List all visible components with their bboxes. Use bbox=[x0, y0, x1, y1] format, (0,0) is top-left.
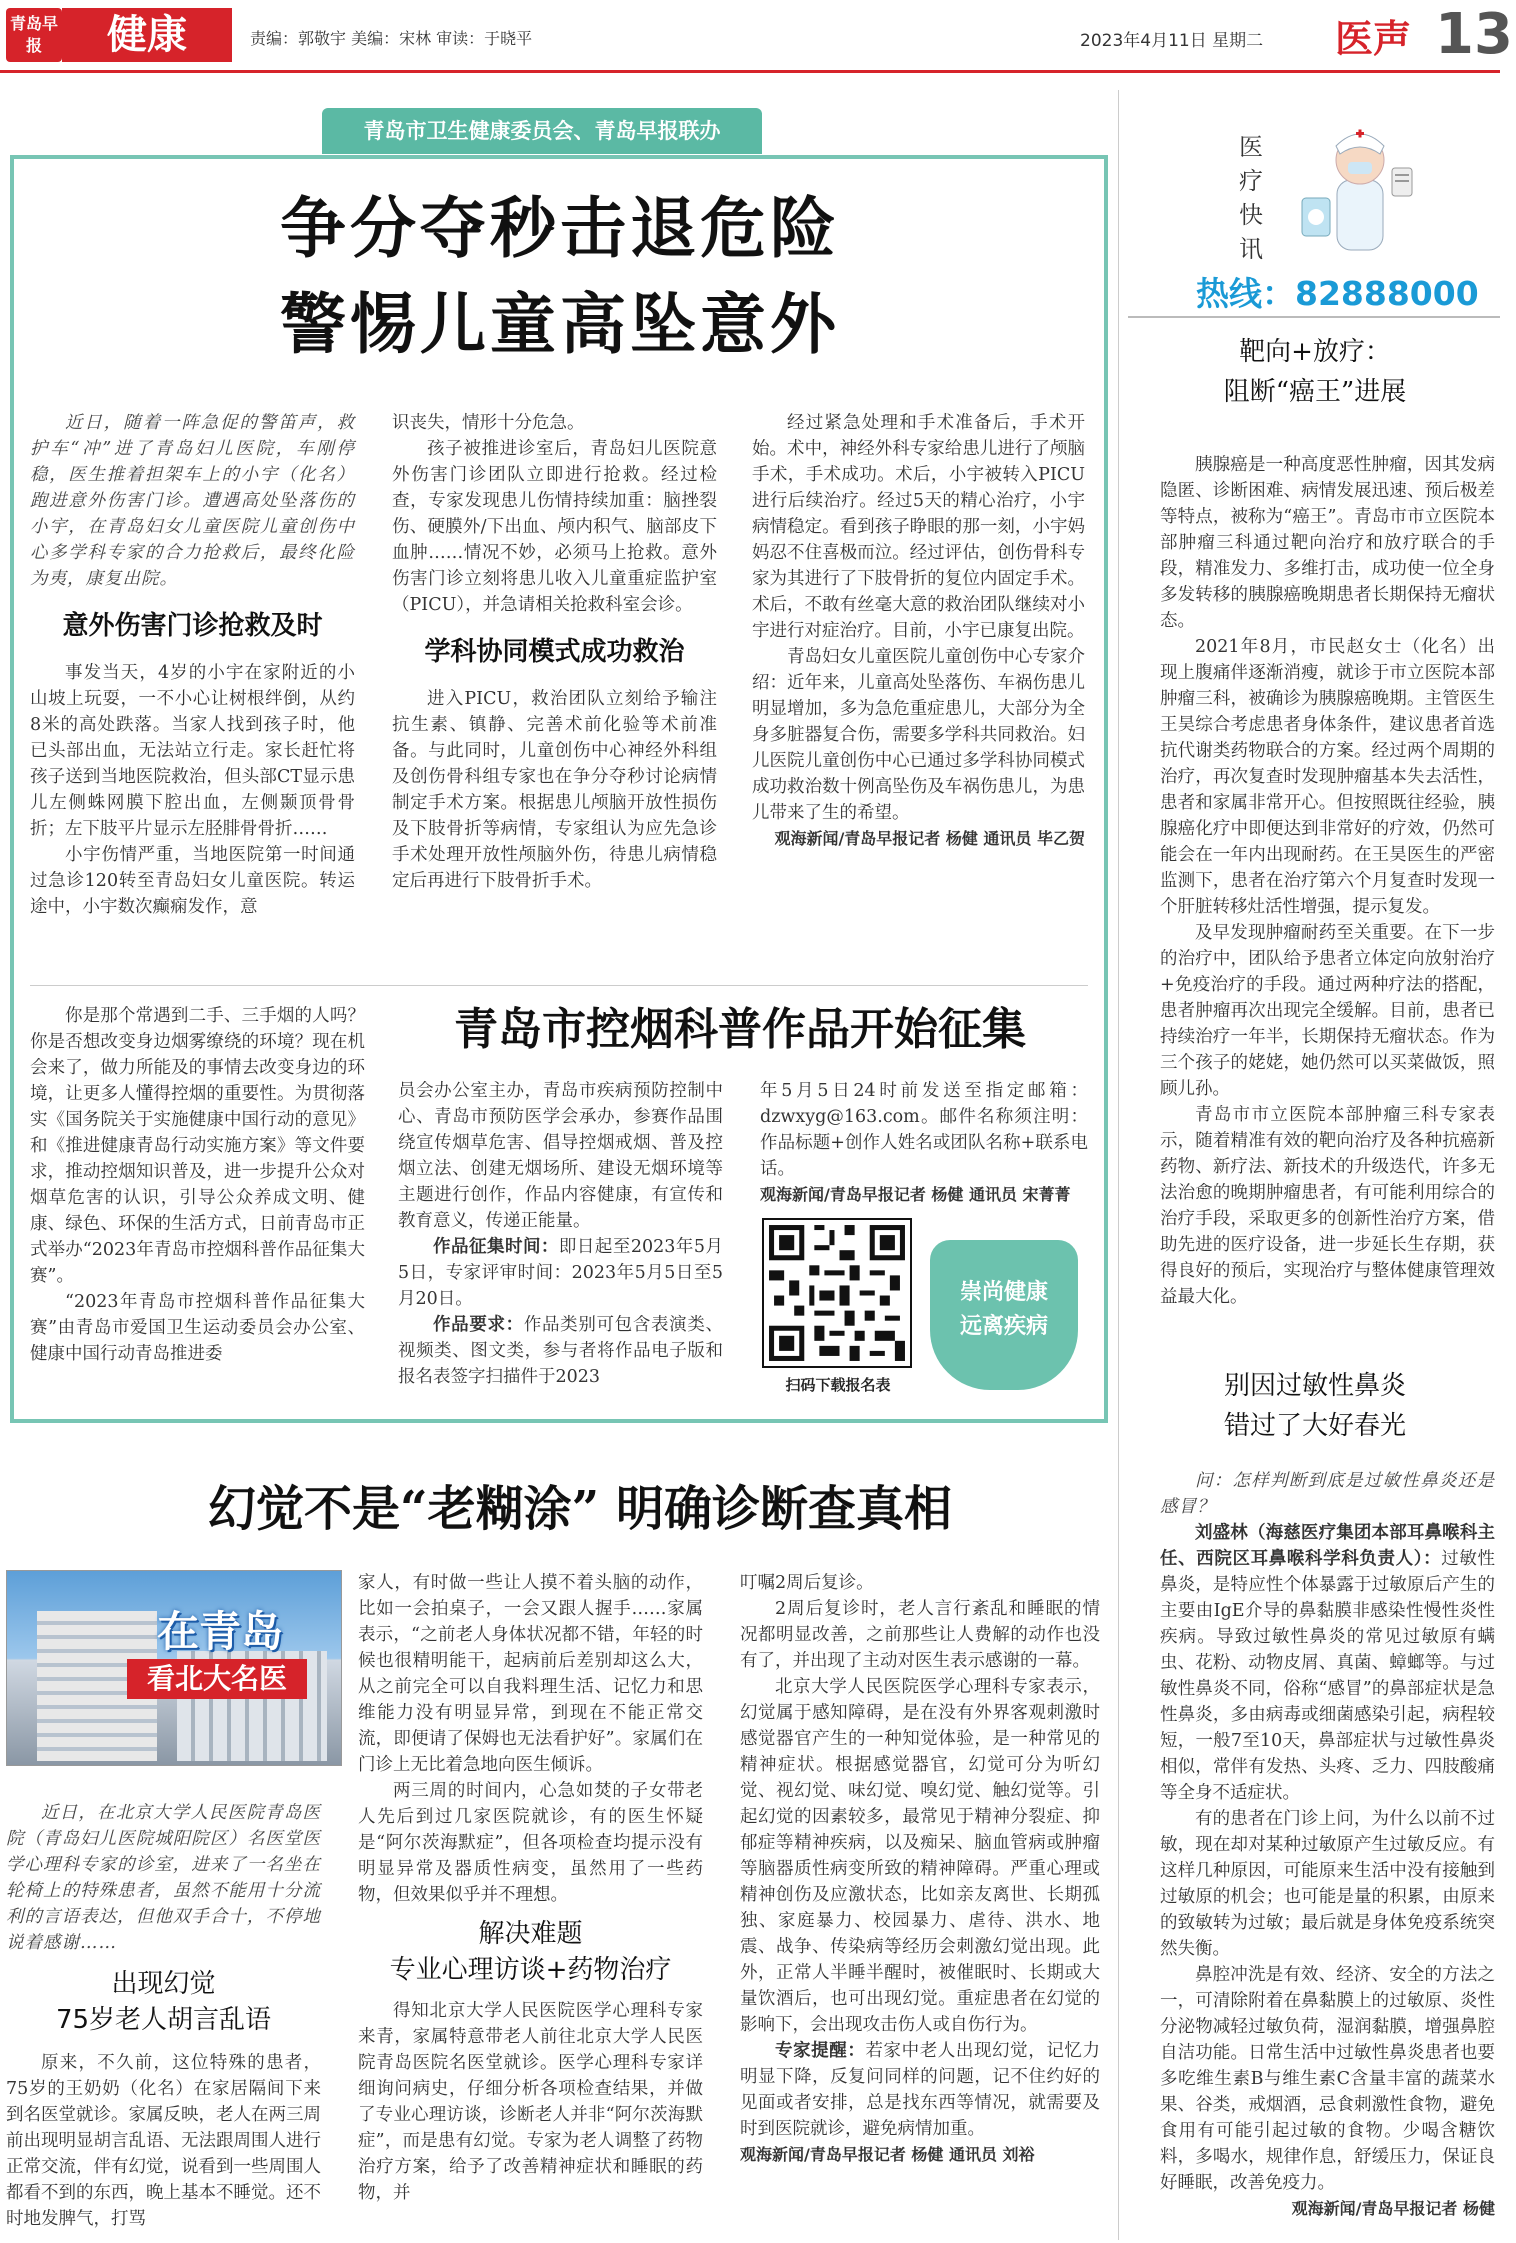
paragraph: 员会办公室主办，青岛市疾病预防控制中心、青岛市预防医学会承办，参赛作品围绕宣传烟草危害、倡导控烟戒烟、普及控烟立法、创建无烟场所、建设无烟环境等主题进行创作，作品内容健康，有宣传和教育意义，传递正能量。 bbox=[398, 1081, 723, 1231]
sidebar-article2-body bbox=[1160, 1468, 1495, 2240]
column-divider bbox=[1118, 90, 1119, 2240]
paragraph: 2021年8月，市民赵女士（化名）出现上腹痛伴逐渐消瘦，就诊于市立医院本部肿瘤三科，被确诊为胰腺癌晚期。主管医生王昊综合考虑患者身体条件，建议患者首选抗代谢类药物联合的方案。经过两个周期的治疗，再次复查时发现肿瘤基本失去活性，患者和家属非常开心。但按照既往经验，胰腺癌化疗中即便达到非常好的疗效，仍然可能会在一年内出现耐药。在王昊医生的严密监测下，患者在治疗第六个月复查时发现一个肝脏转移灶活性增强，提示复发。 bbox=[1160, 637, 1495, 917]
text: 即日起至2023年5月5日，专家评审时间：2023年5月5日至5月20日。 bbox=[398, 1237, 724, 1309]
hallucination-subhead-2 bbox=[358, 1916, 703, 1988]
hallucination-subhead-1 bbox=[6, 1966, 321, 2038]
qr-caption: 扫码下载报名表 bbox=[785, 1376, 891, 1394]
label: 作品要求： bbox=[433, 1315, 524, 1335]
feature-column-2 bbox=[392, 410, 717, 950]
feature-headline bbox=[120, 180, 1000, 372]
sidebar-byline: 观海新闻/青岛早报记者 杨健 bbox=[1291, 2199, 1495, 2218]
label: 作品征集时间： bbox=[433, 1237, 559, 1257]
title-line: 专业心理访谈+药物治疗 bbox=[389, 1955, 672, 1985]
hotline: 热线：82888000 bbox=[1196, 274, 1479, 313]
title-line: 75岁老人胡言乱语 bbox=[55, 2005, 272, 2035]
page-number: 13 bbox=[1435, 2, 1513, 67]
text: 作品类别可包含表演类、视频类、图文类，参与者将作品电子版和报名表签字扫描件于2023 bbox=[398, 1315, 724, 1387]
title-line: 解决难题 bbox=[478, 1919, 583, 1949]
paragraph: 青岛妇女儿童医院儿童创伤中心专家介绍：近年来，儿童高处坠落伤、车祸伤患儿明显增加，多为急危重症患儿，大部分为全身多脏器复合伤，需要多学科共同救治。妇儿医院儿童创伤中心已通过多学科协同模式成功救治数十例高坠伤及车祸伤患儿，为患儿带来了生的希望。 bbox=[752, 647, 1085, 823]
hallucination-column-1 bbox=[6, 1800, 321, 2240]
paragraph: 叮嘱2周后复诊。 bbox=[740, 1573, 874, 1593]
paragraph: 及早发现肿瘤耐药至关重要。在下一步的治疗中，团队给予患者立体定向放射治疗+免疫治疗的手段。通过两种疗法的搭配，患者肿瘤再次出现完全缓解。目前，患者已持续治疗一年半，长期保持无瘤状态。作为三个孩子的姥姥，她仍然可以买菜做饭，照顾儿孙。 bbox=[1160, 923, 1495, 1099]
paragraph bbox=[398, 1234, 723, 1312]
paragraph bbox=[398, 1312, 723, 1390]
sidebar-vertical-title: 医疗快讯 bbox=[1239, 133, 1263, 263]
slogan-line2: 远离疾病 bbox=[959, 1314, 1048, 1339]
feature-headline-line1: 争分夺秒击退危险 bbox=[280, 189, 840, 267]
paragraph: 小宇伤情严重，当地医院第一时间通过急诊120转至青岛妇女儿童医院。转运途中，小宇数次癫痫发作，意 bbox=[30, 845, 355, 917]
tobacco-column-1 bbox=[30, 1003, 365, 1398]
sidebar-article1-body bbox=[1160, 452, 1495, 1332]
title-line: 出现幻觉 bbox=[111, 1969, 216, 1999]
editor-credits: 责编：郭敬宇 美编：宋林 审读：于晓平 bbox=[250, 29, 533, 48]
paragraph: 有的患者在门诊上问，为什么以前不过敏，现在却对某种过敏原产生过敏反应。有这样几种原因，可能原来生活中没有接触到过敏原的机会；也可能是量的积累，由原来的致敏转为过敏；最后就是身体免疫系统突然失衡。 bbox=[1160, 1809, 1495, 1959]
paragraph: 进入PICU，救治团队立刻给予输注抗生素、镇静、完善术前化验等术前准备。与此同时，儿童创伤中心神经外科组及创伤骨科组专家也在争分夺秒讨论病情制定手术方案。根据患儿颅脑开放性损伤及下肢骨折等病情，专家组认为应先急诊手术处理开放性颅脑外伤，待患儿病情稳定后再进行下肢骨折手术。 bbox=[392, 689, 717, 891]
sidebar-article2-title bbox=[1140, 1366, 1490, 1446]
newspaper-logo: 青岛早报 bbox=[6, 8, 62, 62]
title-line: 靶向+放疗： bbox=[1239, 337, 1391, 367]
hallucination-column-3 bbox=[740, 1570, 1100, 2240]
paragraph: 你是那个常遇到二手、三手烟的人吗？你是否想改变身边烟雾缭绕的环境？现在机会来了，做力所能及的事情去改变身边的环境，让更多人懂得控烟的重要性。为贯彻落实《国务院关于实施健康中国行动的意见》和《推进健康青岛行动实施方案》等文件要求，推动控烟知识普及，进一步提升公众对烟草危害的认识，引导公众养成文明、健康、绿色、环保的生活方式，日前青岛市正式举办“2023年青岛市控烟科普作品征集大赛”。 bbox=[30, 1006, 365, 1286]
feature-column-3 bbox=[752, 410, 1085, 960]
paragraph: 原来，不久前，这位特殊的患者，75岁的王奶奶（化名）在家居隔间下来到名医堂就诊。家属反映，老人在两三周前出现明显胡言乱语、无法跟周围人进行正常交流，伴有幻觉，说看到一些周围人都看不到的东西，晚上基本不睡觉。还不时地发脾气，打骂 bbox=[6, 2053, 321, 2229]
header-divider bbox=[0, 70, 1500, 73]
paragraph: 年5月5日24时前发送至指定邮箱：dzwxyg@163.com。邮件名称须注明：作品标题+创作人姓名或团队名称+联系电话。 bbox=[760, 1081, 1088, 1179]
text: 过敏性鼻炎，是特应性个体暴露于过敏原后产生的主要由IgE介导的鼻黏膜非感染性慢性炎性疾病。导致过敏性鼻炎的常见过敏原有螨虫、花粉、动物皮屑、真菌、蟑螂等。与过敏性鼻炎不同，俗称“感冒”的鼻部症状是急性鼻炎，多由病毒或细菌感染引起，病程较短，一般7至10天，鼻部症状与过敏性鼻炎相似，常伴有发热、头疼、乏力、四肢酸痛等全身不适症状。 bbox=[1160, 1549, 1495, 1803]
label: 专家提醒： bbox=[775, 2041, 866, 2061]
tobacco-column-2 bbox=[398, 1078, 723, 1398]
sidebar-article1-title bbox=[1140, 332, 1490, 412]
feature-column-1 bbox=[30, 410, 355, 950]
hallucination-lead: 近日，在北京大学人民医院青岛医院（青岛妇儿医院城阳院区）名医堂医学心理科专家的诊室，进来了一名坐在轮椅上的特殊患者，虽然不能用十分流利的言语表达，但他双手合十，不停地说着感谢…… bbox=[6, 1803, 321, 1953]
title-line: 错过了大好春光 bbox=[1223, 1411, 1406, 1441]
paragraph: 家人，有时做一些让人摸不着头脑的动作，比如一会拍桌子，一会又跟人握手……家属表示，“之前老人身体状况都不错，年轻的时候也很精明能干，起病前后差别却这么大，从之前完全可以自我料理生活、记忆力和思维能力没有明显异常，到现在不能正常交流，即便请了保姆也无法看护好”。家属们在门诊上无比着急地向医生倾诉。 bbox=[358, 1573, 703, 1775]
feature-subhead-1: 意外伤害门诊抢救及时 bbox=[62, 611, 323, 641]
paragraph: 鼻腔冲洗是有效、经济、安全的方法之一，可清除附着在鼻黏膜上的过敏原、炎性分泌物减轻过敏负荷，湿润黏膜，增强鼻腔自洁功能。日常生活中过敏性鼻炎患者也要多吃维生素B与维生素C含量丰富的蔬菜水果、谷类，戒烟酒，忌食刺激性食物，避免食用有可能引起过敏的食物。少喝含糖饮料，多喝水，规律作息，舒缓压力，保证良好睡眠，改善免疫力。 bbox=[1160, 1965, 1495, 2193]
answerer: 刘盛林（海慈医疗集团本部耳鼻喉科主任、西院区耳鼻喉科学科负责人）： bbox=[1160, 1523, 1495, 1569]
section-divider bbox=[30, 985, 1088, 986]
photo-subtitle: 看北大名医 bbox=[127, 1659, 307, 1699]
feature-lead: 近日，随着一阵急促的警笛声，救护车“冲”进了青岛妇儿医院，车刚停稳，医生推着担架车上的小宇（化名）跑进意外伤害门诊。遭遇高处坠落伤的小宇，在青岛妇女儿童医院儿童创伤中心多学科专家的合力抢救后，最终化险为夷，康复出院。 bbox=[30, 413, 355, 589]
paragraph: 青岛市市立医院本部肿瘤三科专家表示，随着精准有效的靶向治疗及各种抗癌新药物、新疗法、新技术的升级迭代，许多无法治愈的晚期肿瘤患者，有可能利用综合的治疗手段，采取更多的创新性治疗方案，借助先进的医疗设备，进一步延长生存期，获得良好的预后，实现治疗与整体健康管理效益最大化。 bbox=[1160, 1105, 1495, 1307]
sidebar-divider bbox=[1128, 316, 1500, 318]
question: 问：怎样判断到底是过敏性鼻炎还是感冒？ bbox=[1160, 1471, 1495, 1517]
paragraph: 识丧失，情形十分危急。 bbox=[392, 413, 585, 433]
tobacco-headline: 青岛市控烟科普作品开始征集 bbox=[454, 1004, 1026, 1055]
hospital-photo bbox=[6, 1570, 342, 1766]
paragraph: 事发当天，4岁的小宇在家附近的小山坡上玩耍，一不小心让树根绊倒，从约8米的高处跌落。当家人找到孩子时，他已头部出血，无法站立行走。家长赶忙将孩子送到当地医院救治，但头部CT显示患儿左侧蛛网膜下腔出血，左侧颞顶骨骨折；左下肢平片显示左胫腓骨骨折…… bbox=[30, 663, 355, 839]
hallucination-column-2 bbox=[358, 1570, 703, 2240]
hallucination-byline: 观海新闻/青岛早报记者 杨健 通讯员 刘裕 bbox=[740, 2145, 1035, 2164]
issue-date: 2023年4月11日 星期二 bbox=[1080, 31, 1264, 51]
paragraph: 得知北京大学人民医院医学心理科专家来青，家属特意带老人前往北京大学人民医院青岛医院名医堂就诊。医学心理科专家详细询问病史，仔细分析各项检查结果，并做了专业心理访谈，诊断老人并非“阿尔茨海默症”，而是患有幻觉。专家为老人调整了药物治疗方案，给予了改善精神症状和睡眠的药物，并 bbox=[358, 2001, 703, 2203]
paragraph: 两三周的时间内，心急如焚的子女带老人先后到过几家医院就诊，有的医生怀疑是“阿尔茨海默症”，但各项检查均提示没有明显异常及器质性病变，虽然用了一些药物，但效果似乎并不理想。 bbox=[358, 1781, 703, 1905]
title-line: 阻断“癌王”进展 bbox=[1223, 377, 1407, 407]
text: 若家中老人出现幻觉，记忆力明显下降，反复问同样的问题，记不住约好的见面或者安排，总是找东西等情况，就需要及时到医院就诊，避免病情加重。 bbox=[740, 2041, 1101, 2139]
tobacco-byline: 观海新闻/青岛早报记者 杨健 通讯员 宋菁菁 bbox=[760, 1185, 1071, 1204]
paragraph: 胰腺癌是一种高度恶性肿瘤，因其发病隐匿、诊断困难、病情发展迅速、预后极差等特点，被称为“癌王”。青岛市市立医院本部肿瘤三科通过靶向治疗和放疗联合的手段，精准发力、多维打击，成功使一位全身多发转移的胰腺癌晚期患者长期保持无瘤状态。 bbox=[1160, 455, 1495, 631]
tobacco-column-3 bbox=[760, 1078, 1088, 1213]
slogan-badge bbox=[930, 1240, 1078, 1390]
photo-title: 在青岛 bbox=[157, 1607, 284, 1656]
feature-headline-line2: 警惕儿童高坠意外 bbox=[280, 285, 840, 363]
paragraph: 2周后复诊时，老人言行紊乱和睡眠的情况都明显改善，之前那些让人费解的动作也没有了，并出现了主动对医生表示感谢的一幕。 bbox=[740, 1599, 1100, 1671]
column-name: 医声 bbox=[1335, 17, 1412, 61]
section-title: 健康 bbox=[62, 8, 232, 62]
nurse-illustration-icon bbox=[1282, 118, 1432, 268]
hallucination-headline: 幻觉不是“老糊涂” 明确诊断查真相 bbox=[208, 1481, 952, 1537]
qr-code-icon bbox=[764, 1220, 910, 1366]
title-line: 别因过敏性鼻炎 bbox=[1223, 1371, 1406, 1401]
paragraph bbox=[740, 2038, 1100, 2142]
paragraph: 孩子被推进诊室后，青岛妇儿医院意外伤害门诊团队立即进行抢救。经过检查，专家发现患儿伤情持续加重：脑挫裂伤、硬膜外/下出血、颅内积气、脑部皮下血肿……情况不妙，必须马上抢救。意外伤害门诊立刻将患儿收入儿童重症监护室（PICU），并急请相关抢救科室会诊。 bbox=[392, 439, 717, 615]
feature-byline: 观海新闻/青岛早报记者 杨健 通讯员 毕乙贺 bbox=[774, 829, 1085, 848]
slogan-line1: 崇尚健康 bbox=[959, 1280, 1048, 1305]
paragraph: “2023年青岛市控烟科普作品征集大赛”由青岛市爱国卫生运动委员会办公室、健康中国行动青岛推进委 bbox=[30, 1292, 365, 1364]
feature-subhead-2: 学科协同模式成功救治 bbox=[424, 637, 685, 667]
paragraph bbox=[1160, 1520, 1495, 1806]
feature-banner: 青岛市卫生健康委员会、青岛早报联办 bbox=[322, 108, 762, 154]
qr-code[interactable] bbox=[762, 1218, 912, 1368]
paragraph: 北京大学人民医院医学心理科专家表示，幻觉属于感知障碍，是在没有外界客观刺激时感觉器官产生的一种知觉体验，是一种常见的精神症状。根据感觉器官，幻觉可分为听幻觉、视幻觉、味幻觉、嗅幻觉、触幻觉等。引起幻觉的因素较多，最常见于精神分裂症、抑郁症等精神疾病，以及痴呆、脑血管病或肿瘤等脑器质性病变所致的精神障碍。严重心理或精神创伤及应激状态，比如亲友离世、长期孤独、家庭暴力、校园暴力、虐待、洪水、地震、战争、传染病等经历会刺激幻觉出现。此外，正常人半睡半醒时，被催眠时、长期或大量饮酒后，也可出现幻觉。重症患者在幻觉的影响下，会出现攻击伤人或自伤行为。 bbox=[740, 1677, 1100, 2035]
paragraph: 经过紧急处理和手术准备后，手术开始。术中，神经外科专家给患儿进行了颅脑手术，手术成功。术后，小宇被转入PICU进行后续治疗。经过5天的精心治疗，小宇病情稳定。看到孩子睁眼的那一刻，小宇妈妈忍不住喜极而泣。经过评估，创伤骨科专家为其进行了下肢骨折的复位内固定手术。术后，不敢有丝毫大意的救治团队继续对小宇进行对症治疗。目前，小宇已康复出院。 bbox=[752, 413, 1085, 641]
